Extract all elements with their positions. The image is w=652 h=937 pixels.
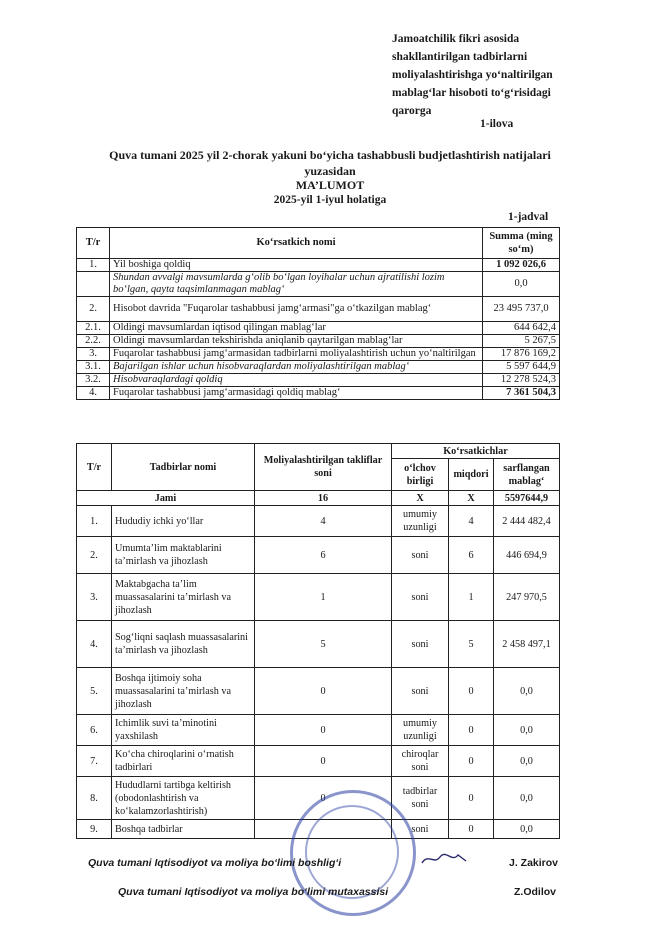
total-row <box>77 491 560 506</box>
table-row <box>77 506 560 537</box>
row-unit: chiroqlar soni <box>392 746 449 777</box>
row-name: Oldingi mavsumlardan iqtisod qilingan mablag‘lar <box>110 322 483 335</box>
row-value: 12 278 524,3 <box>483 374 560 387</box>
row-spent: 0,0 <box>494 715 560 746</box>
row-unit: soni <box>392 820 449 839</box>
annex-block <box>392 30 592 120</box>
header-name: Ko‘rsatkich nomi <box>110 228 483 259</box>
row-spent: 0,0 <box>494 777 560 820</box>
annex-line: moliyalashtirishga yo‘naltirilgan <box>392 69 553 81</box>
table-row <box>77 322 560 335</box>
row-qty: 0 <box>449 668 494 715</box>
header-name: Tadbirlar nomi <box>112 444 255 491</box>
signature-title-2: Quva tumani Iqtisodiyot va moliya bo‘limi mutaxassisi <box>118 886 389 898</box>
row-count: 5 <box>255 621 392 668</box>
row-spent: 2 458 497,1 <box>494 621 560 668</box>
row-unit: umumiy uzunligi <box>392 715 449 746</box>
row-value: 5 597 644,9 <box>483 361 560 374</box>
table-row <box>77 335 560 348</box>
row-spent: 0,0 <box>494 746 560 777</box>
row-num: 4. <box>77 621 112 668</box>
annex-line: shakllantirilgan tadbirlarni <box>392 51 528 63</box>
row-num: 5. <box>77 668 112 715</box>
row-value: 5 267,5 <box>483 335 560 348</box>
row-unit: soni <box>392 668 449 715</box>
row-qty: 5 <box>449 621 494 668</box>
row-num: 2. <box>77 297 110 322</box>
row-name: Ichimlik suvi ta’minotini yaxshilash <box>112 715 255 746</box>
row-name: Bajarilgan ishlar uchun hisobvaraqlardan moliyalashtirilgan mablag‘ <box>110 361 483 374</box>
row-qty: 6 <box>449 537 494 574</box>
row-num: 1. <box>77 259 110 272</box>
row-num: 2.2. <box>77 335 110 348</box>
row-spent: 2 444 482,4 <box>494 506 560 537</box>
row-name: Shundan avvalgi mavsumlarda g‘olib bo‘lgan loyihalar uchun ajratilishi lozim bo‘lgan, qayta taqsimlanmagan mablag‘ <box>110 272 483 297</box>
row-num: 2. <box>77 537 112 574</box>
row-name: Fuqarolar tashabbusi jamg‘armasidan tadbirlarni moliyalashtirish uchun yo‘naltirilgan <box>110 348 483 361</box>
title-line4: 2025-yil 1-iyul holatiga <box>273 194 387 206</box>
total-qty: X <box>449 491 494 506</box>
row-num: 1. <box>77 506 112 537</box>
row-qty: 0 <box>449 746 494 777</box>
row-unit: tadbirlar soni <box>392 777 449 820</box>
row-num: 9. <box>77 820 112 839</box>
table-row <box>77 715 560 746</box>
table-row <box>77 746 560 777</box>
table-row <box>77 387 560 400</box>
row-unit: umumiy uzunligi <box>392 506 449 537</box>
row-count: 1 <box>255 574 392 621</box>
row-num: 6. <box>77 715 112 746</box>
table-row <box>77 361 560 374</box>
row-num: 3.1. <box>77 361 110 374</box>
table-header-row <box>77 228 560 259</box>
row-spent: 446 694,9 <box>494 537 560 574</box>
total-count: 16 <box>255 491 392 506</box>
row-name: Hisobvaraqlardagi qoldiq <box>110 374 483 387</box>
row-num: 3. <box>77 574 112 621</box>
header-qty: miqdori <box>449 459 494 491</box>
row-spent: 247 970,5 <box>494 574 560 621</box>
row-unit: soni <box>392 537 449 574</box>
row-value: 1 092 026,6 <box>483 259 560 272</box>
row-qty: 1 <box>449 574 494 621</box>
row-count: 0 <box>255 746 392 777</box>
row-num: 8. <box>77 777 112 820</box>
row-name: Maktabgacha ta’lim muassasalarini ta’mirlash va jihozlash <box>112 574 255 621</box>
document-title <box>60 147 600 179</box>
official-seal-inner <box>305 805 399 899</box>
title-line1: Quva tumani 2025 yil 2-chorak yakuni bo‘yicha tashabbusli budjetlashtirish natijalari <box>109 148 551 162</box>
row-value: 23 495 737,0 <box>483 297 560 322</box>
row-name: Yil boshiga qoldiq <box>110 259 483 272</box>
row-num: 3. <box>77 348 110 361</box>
handwritten-signature <box>420 851 470 867</box>
annex-line: Jamoatchilik fikri asosida <box>392 33 520 45</box>
title-line2: yuzasidan <box>304 164 356 178</box>
row-qty: 0 <box>449 820 494 839</box>
row-qty: 0 <box>449 715 494 746</box>
total-unit: X <box>392 491 449 506</box>
annex-line: qarorga <box>392 105 432 117</box>
table-header-row <box>77 444 560 459</box>
table-row <box>77 537 560 574</box>
total-label: Jami <box>77 491 255 506</box>
row-num: 3.2. <box>77 374 110 387</box>
table-row <box>77 297 560 322</box>
annex-line: mablag‘lar hisoboti to‘g‘risidagi <box>392 87 551 99</box>
activities-table <box>76 443 560 839</box>
row-unit: soni <box>392 621 449 668</box>
row-name: Fuqarolar tashabbusi jamg‘armasidagi qoldiq mablag‘ <box>110 387 483 400</box>
header-count: Moliyalashtirilgan takliflar soni <box>255 444 392 491</box>
row-count: 0 <box>255 715 392 746</box>
table1-label: 1-jadval <box>508 211 549 223</box>
row-name: Sog‘liqni saqlash muassasalarini ta’mirlash va jihozlash <box>112 621 255 668</box>
header-sum: Summa (ming so‘m) <box>483 228 560 259</box>
row-name: Hisobot davrida "Fuqarolar tashabbusi jamg‘armasi"ga o‘tkazilgan mablag‘ <box>110 297 483 322</box>
annex-label: 1-ilova <box>480 118 514 130</box>
row-count: 0 <box>255 777 392 820</box>
row-qty: 0 <box>449 777 494 820</box>
row-spent: 0,0 <box>494 668 560 715</box>
row-count: 4 <box>255 506 392 537</box>
row-num: 7. <box>77 746 112 777</box>
row-count: 0 <box>255 668 392 715</box>
row-name: Umumta’lim maktablarini ta’mirlash va jihozlash <box>112 537 255 574</box>
header-indicators: Ko‘rsatkichlar <box>392 444 560 459</box>
row-name: Hududiy ichki yo‘llar <box>112 506 255 537</box>
header-num: T/r <box>77 228 110 259</box>
table-row <box>77 621 560 668</box>
row-qty: 4 <box>449 506 494 537</box>
signature-title-1: Quva tumani Iqtisodiyot va moliya bo‘limi boshlig‘i <box>88 857 342 869</box>
row-value: 17 876 169,2 <box>483 348 560 361</box>
row-value: 0,0 <box>483 272 560 297</box>
row-unit: soni <box>392 574 449 621</box>
header-unit: o‘lchov birligi <box>392 459 449 491</box>
table-row <box>77 272 560 297</box>
row-name: Hududlarni tartibga keltirish (obodonlashtirish va ko‘kalamzorlashtirish) <box>112 777 255 820</box>
table-row <box>77 348 560 361</box>
signature-name-1: J. Zakirov <box>509 857 559 869</box>
row-value: 644 642,4 <box>483 322 560 335</box>
header-num: T/r <box>77 444 112 491</box>
table-row <box>77 374 560 387</box>
row-name: Boshqa tadbirlar <box>112 820 255 839</box>
table-row <box>77 668 560 715</box>
signature-name-2: Z.Odilov <box>514 886 556 898</box>
title-line3: MA’LUMOT <box>295 178 365 192</box>
row-num <box>77 272 110 297</box>
row-value: 7 361 504,3 <box>483 387 560 400</box>
table-row <box>77 574 560 621</box>
table-row <box>77 259 560 272</box>
row-count: 6 <box>255 537 392 574</box>
row-num: 2.1. <box>77 322 110 335</box>
row-name: Oldingi mavsumlardan tekshirishda aniqlanib qaytarilgan mablag‘lar <box>110 335 483 348</box>
row-name: Ko‘cha chiroqlarini o‘rnatish tadbirlari <box>112 746 255 777</box>
row-num: 4. <box>77 387 110 400</box>
header-spent: sarflangan mablag‘ <box>494 459 560 491</box>
summary-table <box>76 227 560 400</box>
row-name: Boshqa ijtimoiy soha muassasalarini ta’mirlash va jihozlash <box>112 668 255 715</box>
total-spent: 5597644,9 <box>494 491 560 506</box>
row-spent: 0,0 <box>494 820 560 839</box>
